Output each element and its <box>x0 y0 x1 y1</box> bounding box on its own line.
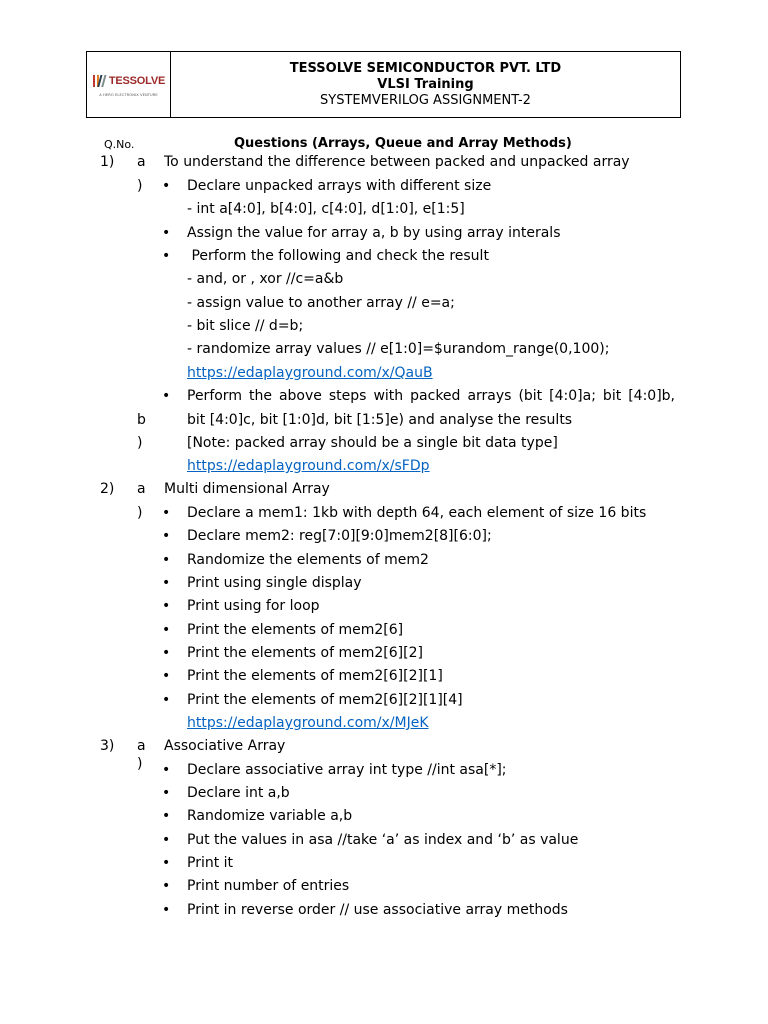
bullet-icon: • <box>162 248 171 264</box>
questions-heading: Questions (Arrays, Queue and Array Methods) <box>234 136 572 151</box>
bullet-icon: • <box>162 762 171 778</box>
q2-part-a-paren: ) <box>137 505 143 521</box>
bullet-icon: • <box>162 785 171 801</box>
q2-bullet-1: Declare a mem1: 1kb with depth 64, each element of size 16 bits <box>187 505 647 521</box>
q1-bullet-1: Declare unpacked arrays with different size <box>187 178 492 194</box>
tessolve-logo-icon <box>92 73 108 89</box>
q2-title: Multi dimensional Array <box>164 481 330 497</box>
q2-bullet-8: Print the elements of mem2[6][2][1] <box>187 668 443 684</box>
q3-part-a-letter: a <box>137 738 146 754</box>
bullet-icon: • <box>162 692 171 708</box>
q3-bullet-3: Randomize variable a,b <box>187 808 353 824</box>
q3-bullet-7: Print in reverse order // use associative array methods <box>187 902 568 918</box>
q1-part-b-letter: b <box>137 412 146 428</box>
q1-intro: To understand the difference between packed and unpacked array <box>164 154 630 170</box>
bullet-icon: • <box>162 225 171 241</box>
q2-bullet-2: Declare mem2: reg[7:0][9:0]mem2[8][6:0]; <box>187 528 492 544</box>
bullet-icon: • <box>162 552 171 568</box>
bullet-icon: • <box>162 575 171 591</box>
bullet-icon: • <box>162 598 171 614</box>
q1-part-a-paren: ) <box>137 178 143 194</box>
bullet-icon: • <box>162 902 171 918</box>
q1-bullet-3-sub-4: - randomize array values // e[1:0]=$urandom_range(0,100); <box>187 341 610 357</box>
bullet-icon: • <box>162 178 171 194</box>
q2-bullet-9: Print the elements of mem2[6][2][1][4] <box>187 692 463 708</box>
bullet-icon: • <box>162 668 171 684</box>
q3-bullet-2: Declare int a,b <box>187 785 290 801</box>
q2-bullet-7: Print the elements of mem2[6][2] <box>187 645 423 661</box>
bullet-icon: • <box>162 505 171 521</box>
bullet-icon: • <box>162 832 171 848</box>
q1-bullet-3-sub-3: - bit slice // d=b; <box>187 318 304 334</box>
q1-part-a-letter: a <box>137 154 146 170</box>
bullet-icon: • <box>162 388 171 404</box>
q1-bullet-2: Assign the value for array a, b by using array interals <box>187 225 561 241</box>
bullet-icon: • <box>162 622 171 638</box>
question-number-1: 1) <box>100 154 115 170</box>
q3-bullet-1: Declare associative array int type //int asa[*]; <box>187 762 507 778</box>
q2-part-a-letter: a <box>137 481 146 497</box>
q3-title: Associative Array <box>164 738 286 754</box>
q1-part-b-paren: ) <box>137 435 143 451</box>
assignment-title: SYSTEMVERILOG ASSIGNMENT-2 <box>320 93 531 108</box>
q2-bullet-6: Print the elements of mem2[6] <box>187 622 404 638</box>
q1-bullet-4-line-1: Perform the above steps with packed arrays (bit [4:0]a; bit [4:0]b, <box>187 388 675 404</box>
question-number-2: 2) <box>100 481 115 497</box>
qno-heading: Q.No. <box>104 138 135 151</box>
logo-tagline: A HERO ELECTRONIX VENTURE <box>99 92 158 97</box>
q1-bullet-3-sub-1: - and, or , xor //c=a&b <box>187 271 344 287</box>
question-number-3: 3) <box>100 738 115 754</box>
q2-link[interactable]: https://edaplayground.com/x/MJeK <box>187 715 429 731</box>
bullet-icon: • <box>162 878 171 894</box>
q1-link-1[interactable]: https://edaplayground.com/x/QauB <box>187 365 433 381</box>
q2-bullet-5: Print using for loop <box>187 598 320 614</box>
q3-bullet-6: Print number of entries <box>187 878 350 894</box>
bullet-icon: • <box>162 855 171 871</box>
q3-bullet-5: Print it <box>187 855 234 871</box>
q1-bullet-1-sub: - int a[4:0], b[4:0], c[4:0], d[1:0], e[1:5] <box>187 201 465 217</box>
company-name: TESSOLVE SEMICONDUCTOR PVT. LTD <box>289 61 562 76</box>
bullet-icon: • <box>162 645 171 661</box>
course-name: VLSI Training <box>377 77 474 92</box>
q1-link-2[interactable]: https://edaplayground.com/x/sFDp <box>187 458 430 474</box>
q3-bullet-4: Put the values in asa //take ‘a’ as index and ‘b’ as value <box>187 832 579 848</box>
q1-bullet-4-line-2: bit [4:0]c, bit [1:0]d, bit [1:5]e) and analyse the results <box>187 412 573 428</box>
q2-bullet-4: Print using single display <box>187 575 362 591</box>
q1-note: [Note: packed array should be a single bit data type] <box>187 435 558 451</box>
header-title-block <box>171 52 680 117</box>
document-header <box>86 51 681 118</box>
bullet-icon: • <box>162 808 171 824</box>
q2-bullet-3: Randomize the elements of mem2 <box>187 552 429 568</box>
bullet-icon: • <box>162 528 171 544</box>
q3-part-a-paren: ) <box>137 756 143 772</box>
logo-text: TESSOLVE <box>108 74 166 87</box>
q1-bullet-3-sub-2: - assign value to another array // e=a; <box>187 295 455 311</box>
company-logo <box>87 52 171 117</box>
q1-bullet-3: Perform the following and check the result <box>187 248 489 264</box>
